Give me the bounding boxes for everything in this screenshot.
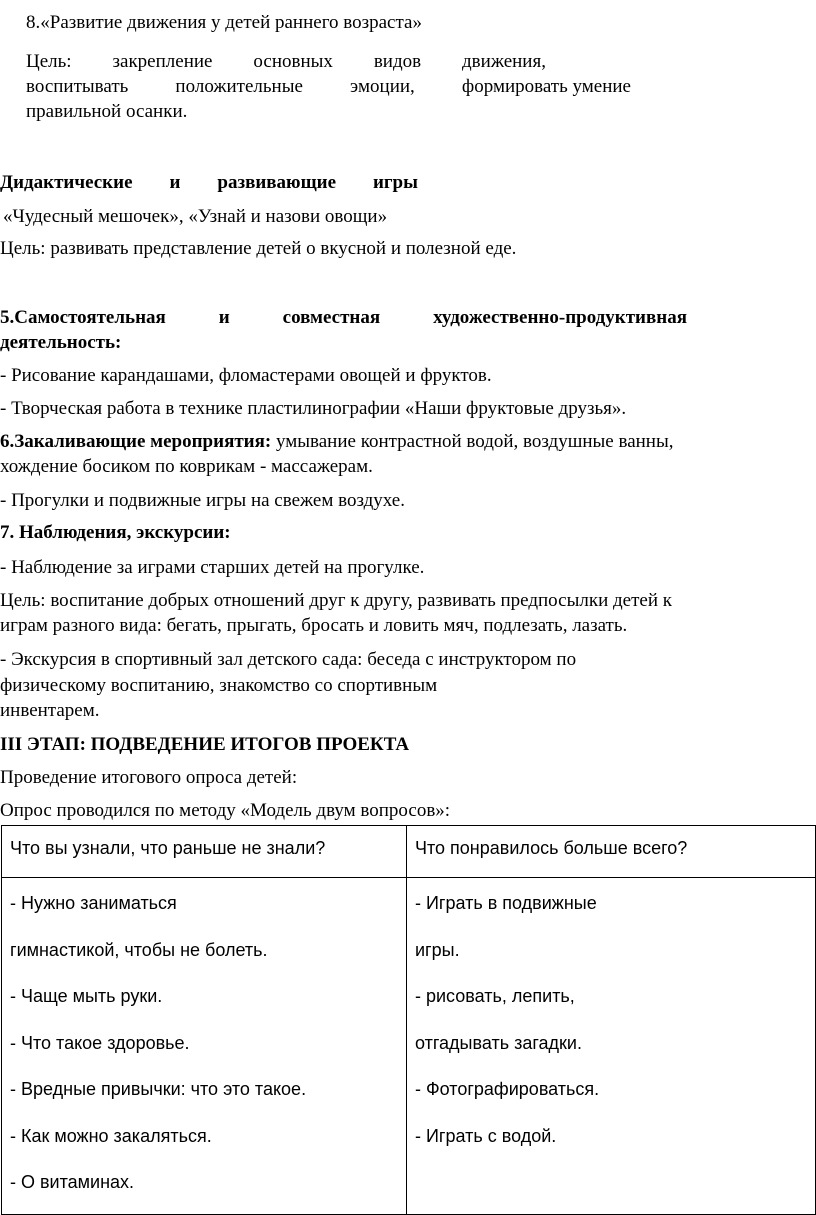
goal-word: положительные — [175, 76, 303, 97]
goal-word: видов — [373, 51, 422, 72]
stage3-method: Опрос проводился по методу «Модель двум вопросов»: — [0, 800, 451, 821]
intro-goal-line1 — [26, 50, 546, 74]
list-item: - Чаще мыть руки. — [10, 986, 163, 1006]
heading-word: совместная — [282, 307, 381, 328]
list-item: игры. — [415, 939, 460, 960]
goal-word: воспитывать — [26, 76, 129, 97]
section7-goal-line2: играм разного вида: бегать, прыгать, бросать и ловить мяч, подлезать, лазать. — [0, 615, 628, 636]
heading-word: развивающие — [217, 172, 337, 193]
list-item: отгадывать загадки. — [415, 1032, 582, 1053]
heading-word: художественно-продуктивная — [433, 307, 687, 328]
table-header-cell: Что вы узнали, что раньше не знали? — [2, 826, 407, 878]
section5-heading-line2: деятельность: — [0, 332, 122, 353]
section7-goal-line1: Цель: воспитание добрых отношений друг к другу, развивать предпосылки детей к — [0, 590, 672, 611]
goal-word: Цель: — [26, 51, 72, 72]
heading-word: 5.Самостоятельная — [0, 307, 166, 328]
goal-word: эмоции, — [350, 76, 415, 97]
section7-observation: - Наблюдение за играми старших детей на прогулке. — [0, 557, 425, 578]
section5-item: - Рисование карандашами, фломастерами овощей и фруктов. — [0, 365, 492, 386]
heading-word: Дидактические — [0, 172, 133, 193]
section5-item: - Творческая работа в технике пластилинографии «Наши фруктовые друзья». — [0, 398, 627, 419]
table-header-cell: Что понравилось больше всего? — [407, 826, 816, 878]
goal-word: формировать умение — [461, 76, 631, 97]
section7-heading: 7. Наблюдения, экскурсии: — [0, 522, 231, 543]
section7-excursion-line2: физическому воспитанию, знакомство со спортивным — [0, 675, 438, 696]
list-item: - Как можно закаляться. — [10, 1125, 212, 1146]
goal-word: основных — [253, 51, 333, 72]
section7-excursion-line3: инвентарем. — [0, 700, 100, 721]
section6-line1 — [0, 430, 673, 454]
stage3-survey: Проведение итогового опроса детей: — [0, 767, 298, 788]
list-item: - Что такое здоровье. — [10, 1032, 190, 1053]
table-header-row — [2, 826, 816, 878]
section7-excursion-line1: - Экскурсия в спортивный зал детского сада: беседа с инструктором по — [0, 649, 577, 670]
heading-word: игры — [372, 172, 418, 193]
list-item: - Играть с водой. — [415, 1125, 557, 1146]
section6-walks: - Прогулки и подвижные игры на свежем воздухе. — [0, 490, 405, 511]
table-cell-learned — [2, 878, 407, 1215]
stage3-heading: III ЭТАП: ПОДВЕДЕНИЕ ИТОГОВ ПРОЕКТА — [0, 734, 410, 755]
list-item: - Нужно заниматься — [10, 893, 177, 913]
intro-goal-line2 — [26, 75, 631, 99]
list-item: - О витаминах. — [10, 1172, 135, 1192]
goal-word: закрепление — [112, 51, 213, 72]
survey-table — [1, 825, 816, 1215]
intro-title: 8.«Развитие движения у детей раннего возраста» — [26, 12, 422, 33]
games-heading — [0, 171, 418, 195]
list-item: - Вредные привычки: что это такое. — [10, 1079, 307, 1099]
section6-text: умывание контрастной водой, воздушные ванны, — [271, 431, 674, 452]
list-item: - Играть в подвижные — [415, 893, 597, 913]
games-goal: Цель: развивать представление детей о вкусной и полезной еде. — [0, 238, 517, 259]
table-row — [2, 878, 816, 1215]
section6-label: 6.Закаливающие мероприятия: — [0, 431, 272, 452]
heading-word: и — [218, 307, 230, 328]
heading-word: и — [169, 172, 181, 193]
list-item: - Фотографироваться. — [415, 1079, 600, 1099]
table-cell-liked — [407, 878, 816, 1215]
intro-goal-line3: правильной осанки. — [26, 101, 188, 122]
list-item: гимнастикой, чтобы не болеть. — [10, 939, 268, 960]
games-titles: «Чудесный мешочек», «Узнай и назови овощи» — [3, 206, 388, 227]
list-item: - рисовать, лепить, — [415, 986, 575, 1006]
goal-word: движения, — [462, 51, 546, 72]
section5-heading — [0, 306, 687, 330]
section6-line2: хождение босиком по коврикам - массажерам. — [0, 456, 373, 477]
